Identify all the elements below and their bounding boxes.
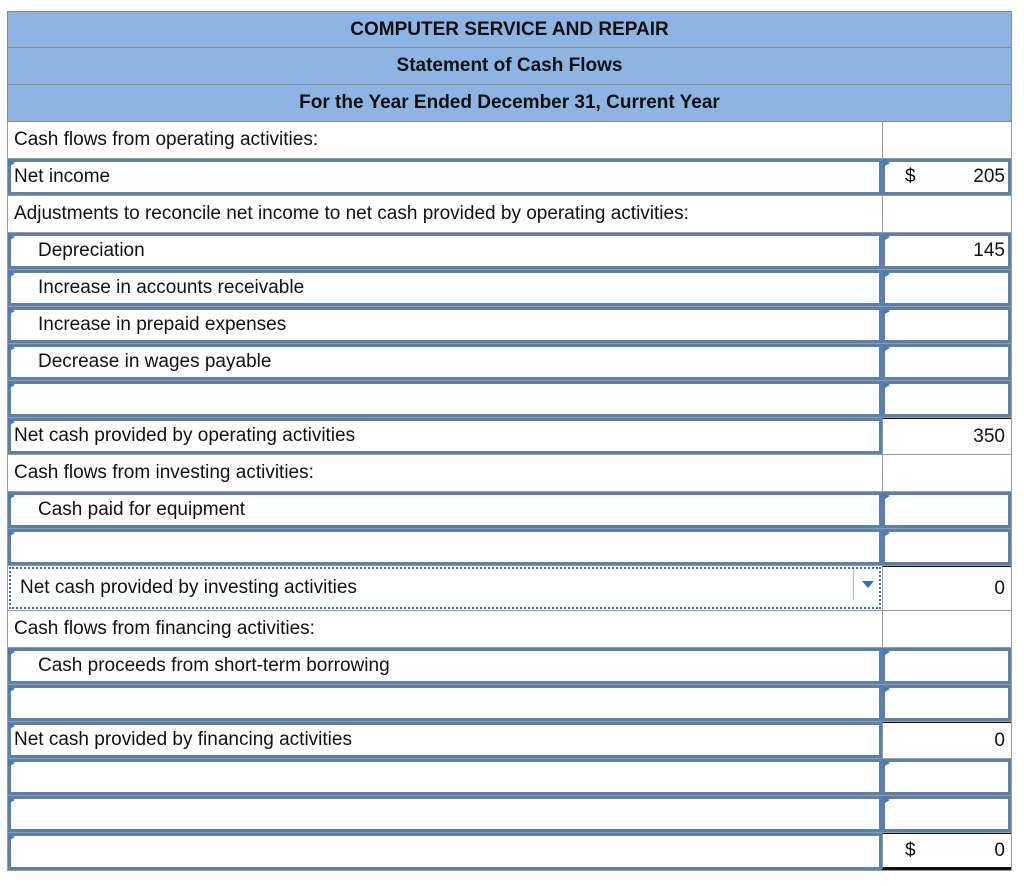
line-item-select[interactable] (8, 418, 882, 454)
cell-marker-icon (883, 648, 890, 656)
cell-marker-icon (883, 270, 890, 278)
line-item-label: Net income (14, 166, 111, 187)
cell-marker-icon (883, 159, 890, 167)
line-item-label: Depreciation (38, 240, 145, 261)
cell-marker-icon (883, 307, 890, 315)
line-item-select[interactable] (8, 759, 882, 795)
line-item-select[interactable] (8, 233, 882, 269)
amount-input[interactable] (882, 270, 1011, 306)
amount-input[interactable] (882, 307, 1011, 343)
amount-value: 350 (973, 425, 1005, 447)
line-item-label: Net cash provided by investing activities (20, 577, 357, 598)
cell-marker-icon (8, 307, 15, 315)
chevron-down-icon (862, 581, 874, 588)
line-item-label: Net cash provided by operating activities (14, 425, 356, 446)
table-row (7, 381, 1012, 418)
line-item-select[interactable] (8, 492, 882, 528)
amount-total (882, 722, 1011, 758)
line-item-select[interactable] (8, 344, 882, 380)
cell-marker-icon (8, 796, 15, 804)
cell-marker-icon (8, 759, 15, 767)
amount-input[interactable] (882, 159, 1011, 195)
cell-marker-icon (883, 233, 890, 241)
amount-input[interactable] (882, 648, 1011, 684)
table-row (7, 270, 1012, 307)
currency-symbol: $ (905, 839, 916, 861)
cell-marker-icon (8, 418, 15, 426)
line-item-select[interactable] (8, 796, 882, 832)
line-item-label: Cash paid for equipment (38, 499, 246, 520)
line-item-select[interactable] (8, 833, 882, 870)
amount-total (882, 833, 1011, 870)
amount-cell (882, 455, 1011, 491)
cell-marker-icon (883, 796, 890, 804)
table-row (7, 722, 1012, 759)
amount-input[interactable] (882, 344, 1011, 380)
cell-marker-icon (8, 685, 15, 693)
cell-marker-icon (883, 344, 890, 352)
table-row (7, 455, 1012, 492)
line-item-label: Increase in prepaid expenses (38, 314, 287, 335)
line-item-label: Net cash provided by financing activities (14, 729, 352, 750)
amount-input[interactable] (882, 796, 1011, 832)
amount-value: 205 (973, 166, 1005, 187)
cell-marker-icon (883, 381, 890, 389)
line-item-select[interactable] (8, 159, 882, 195)
cell-marker-icon (8, 270, 15, 278)
section-heading-investing: Cash flows from investing activities: (14, 462, 314, 483)
line-item-label: Increase in accounts receivable (38, 277, 305, 298)
table-row (7, 685, 1012, 722)
amount-value: 145 (973, 240, 1005, 261)
amount-cell (882, 122, 1011, 158)
amount-input[interactable] (882, 492, 1011, 528)
table-row (7, 122, 1012, 159)
table-row (7, 344, 1012, 381)
amount-input[interactable] (882, 759, 1011, 795)
cell-marker-icon (883, 685, 890, 693)
line-item-select[interactable] (8, 529, 882, 565)
section-heading-financing: Cash flows from financing activities: (14, 618, 315, 639)
amount-input[interactable] (882, 685, 1011, 721)
amount-value: 0 (994, 839, 1005, 861)
table-row (7, 833, 1012, 871)
table-row (7, 648, 1012, 685)
table-row (7, 159, 1012, 196)
amount-cell (882, 611, 1011, 647)
line-item-label: Decrease in wages payable (38, 351, 272, 372)
amount-total (882, 566, 1011, 610)
section-heading-adjustments: Adjustments to reconcile net income to net cash provided by operating activities: (14, 203, 689, 224)
table-row (7, 529, 1012, 566)
dropdown-button[interactable] (853, 569, 882, 600)
table-row (7, 196, 1012, 233)
cell-marker-icon (8, 648, 15, 656)
cell-marker-icon (8, 492, 15, 500)
line-item-select[interactable] (8, 685, 882, 721)
table-row (7, 611, 1012, 648)
table-row (7, 759, 1012, 796)
table-row (7, 566, 1012, 611)
line-item-label: Cash proceeds from short-term borrowing (38, 655, 390, 676)
amount-input[interactable] (882, 381, 1011, 417)
cell-marker-icon (8, 833, 15, 841)
amount-input[interactable] (882, 233, 1011, 269)
amount-value: 0 (994, 577, 1005, 599)
line-item-select[interactable] (8, 381, 882, 417)
amount-input[interactable] (882, 529, 1011, 565)
company-title: COMPUTER SERVICE AND REPAIR (7, 11, 1012, 48)
cell-marker-icon (8, 529, 15, 537)
line-item-select[interactable] (8, 270, 882, 306)
cell-marker-icon (883, 492, 890, 500)
cell-marker-icon (883, 759, 890, 767)
cell-marker-icon (8, 159, 15, 167)
line-item-select[interactable] (8, 722, 882, 758)
currency-symbol: $ (905, 166, 916, 187)
table-row (7, 796, 1012, 833)
line-item-dropdown[interactable] (8, 566, 882, 610)
amount-total (882, 418, 1011, 454)
cell-marker-icon (8, 381, 15, 389)
statement-title: Statement of Cash Flows (7, 48, 1012, 85)
cell-marker-icon (883, 529, 890, 537)
line-item-select[interactable] (8, 648, 882, 684)
table-row (7, 492, 1012, 529)
cell-marker-icon (8, 722, 15, 730)
amount-cell (882, 196, 1011, 232)
amount-value: 0 (994, 729, 1005, 751)
cell-marker-icon (8, 233, 15, 241)
section-heading-operating: Cash flows from operating activities: (14, 129, 319, 150)
cell-marker-icon (8, 344, 15, 352)
line-item-select[interactable] (8, 307, 882, 343)
period-title: For the Year Ended December 31, Current Year (7, 85, 1012, 122)
table-row (7, 418, 1012, 455)
table-row (7, 307, 1012, 344)
table-row (7, 233, 1012, 270)
